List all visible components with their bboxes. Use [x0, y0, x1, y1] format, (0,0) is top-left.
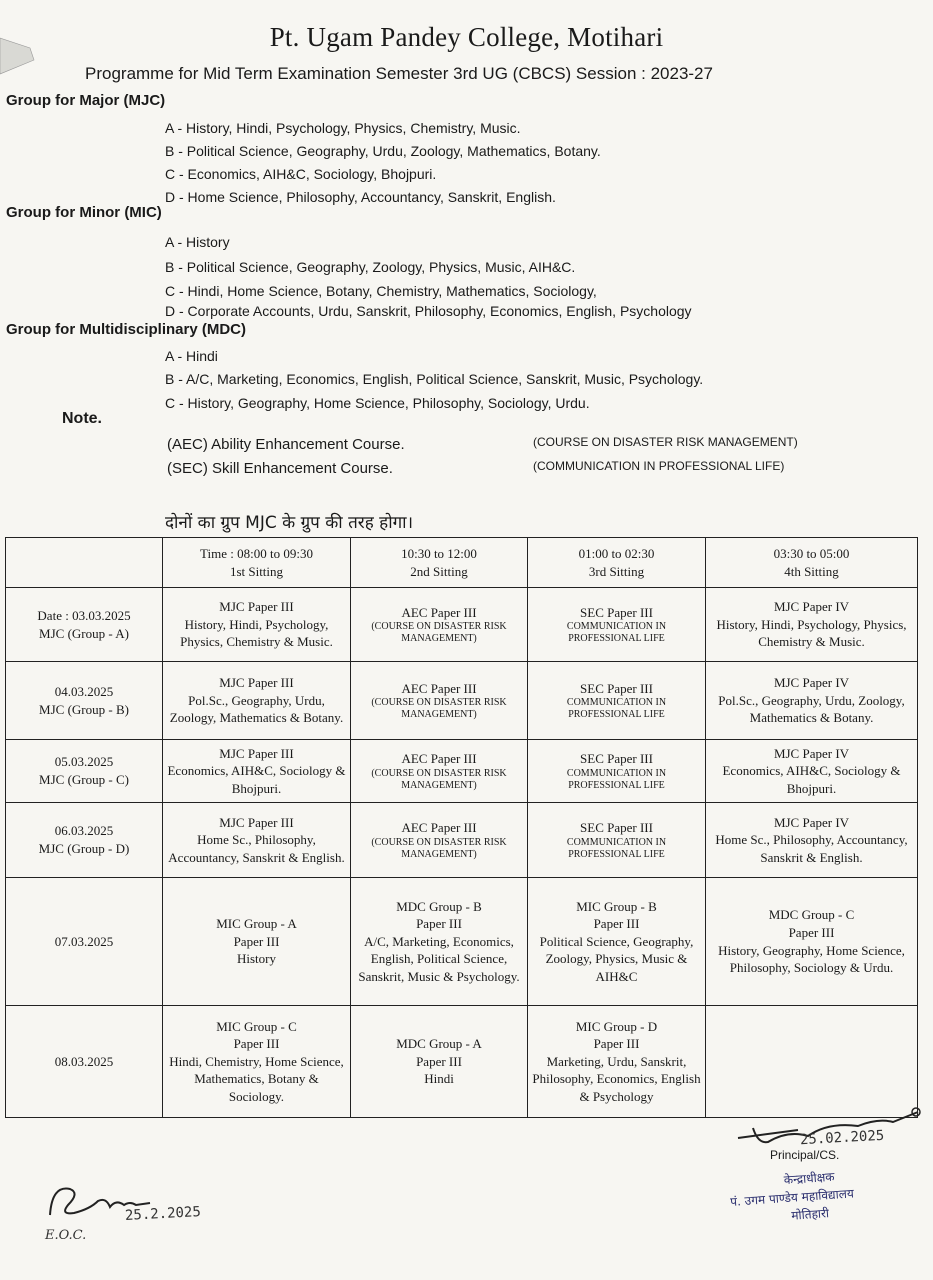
paper-title: MJC Paper III	[219, 745, 294, 761]
paper-title: MJC Paper IV	[773, 599, 850, 615]
paper-subjects: A/C, Marketing, Economics, English, Political Science, Sanskrit, Music & Psychology.	[358, 933, 520, 984]
stamp-line: केन्द्राधीक्षक	[783, 1169, 835, 1188]
date-cell	[6, 803, 163, 878]
header-sitting-4	[706, 538, 918, 588]
sitting-1-cell	[163, 662, 351, 740]
paper-subjects: Economics, AIH&C, Sociology & Bhojpuri.	[167, 763, 346, 796]
header-time: 10:30 to 12:00	[401, 545, 477, 561]
paper-title: MJC Paper III	[219, 599, 294, 615]
date-cell	[6, 662, 163, 740]
sitting-2-cell	[351, 878, 528, 1006]
sitting-1-cell	[163, 878, 351, 1006]
hindi-note: दोनों का ग्रुप MJC के ग्रुप की तरह होगा।	[165, 513, 414, 533]
header-sitting: 4th Sitting	[784, 563, 839, 579]
paper-title: AEC Paper III	[401, 604, 477, 620]
paper-title: SEC Paper III	[580, 820, 653, 836]
paper-subjects: Pol.Sc., Geography, Urdu, Zoology, Mathematics & Botany.	[169, 692, 344, 726]
header-sitting: 1st Sitting	[229, 563, 284, 579]
paper-subjects: (COURSE ON DISASTER RISK MANAGEMENT)	[371, 697, 507, 721]
minor-group-d: D - Corporate Accounts, Urdu, Sanskrit, Philosophy, Economics, English, Psychology	[165, 303, 692, 319]
minor-group-b: B - Political Science, Geography, Zoology, Physics, Music, AIH&C.	[165, 259, 576, 275]
paper-subjects: History, Hindi, Psychology, Physics, Chemistry & Music.	[716, 616, 907, 650]
date-cell	[6, 1006, 163, 1118]
sitting-4-cell	[706, 878, 918, 1006]
table-row	[6, 740, 918, 803]
paper-title: MJC Paper III	[219, 675, 294, 691]
header-time: 01:00 to 02:30	[578, 545, 655, 561]
header-sitting: 2nd Sitting	[410, 563, 468, 579]
paper-title: MJC Paper IV	[773, 814, 850, 830]
paper-subjects: (COURSE ON DISASTER RISK MANAGEMENT)	[371, 836, 507, 860]
header-sitting-2	[351, 538, 528, 588]
principal-sign-date: 25.02.2025	[799, 1127, 885, 1149]
paper-title: MIC Group - D	[575, 1018, 658, 1034]
paper-title: SEC Paper III	[580, 680, 653, 696]
minor-group-c: C - Hindi, Home Science, Botany, Chemistry, Mathematics, Sociology,	[165, 283, 597, 299]
paper-subjects: COMMUNICATION IN PROFESSIONAL LIFE	[566, 621, 667, 645]
paper-title: AEC Paper III	[401, 680, 477, 696]
major-group-heading: Group for Major (MJC)	[6, 92, 166, 109]
sitting-3-cell	[528, 662, 706, 740]
paper-subjects: Pol.Sc., Geography, Urdu, Zoology, Mathematics & Botany.	[718, 692, 905, 726]
paper-number: Paper III	[788, 924, 835, 940]
date-cell	[6, 740, 163, 803]
major-group-a: A - History, Hindi, Psychology, Physics, Chemistry, Music.	[165, 120, 521, 136]
eoc-label: E.O.C.	[45, 1228, 87, 1243]
mdc-group-b: B - A/C, Marketing, Economics, English, Political Science, Sanskrit, Music, Psychology.	[165, 371, 704, 387]
minor-group-a: A - History	[165, 234, 230, 250]
paper-subjects: Hindi, Chemistry, Home Science, Mathematics, Botany & Sociology.	[169, 1053, 344, 1104]
row-date: Date : 03.03.2025	[37, 607, 131, 623]
header-sitting-3	[528, 538, 706, 588]
sitting-2-cell	[351, 588, 528, 662]
mdc-group-a: A - Hindi	[165, 348, 218, 364]
note-sec: (SEC) Skill Enhancement Course.	[167, 460, 393, 477]
table-row	[6, 878, 918, 1006]
stamp-line: पं. उगम पाण्डेय महाविद्यालय	[729, 1186, 855, 1209]
paper-title: SEC Paper III	[580, 751, 653, 767]
eoc-sign-date: 25.2.2025	[124, 1204, 202, 1224]
paper-subjects: Political Science, Geography, Zoology, Physics, Music & AIH&C	[539, 933, 694, 984]
sitting-1-cell	[163, 588, 351, 662]
paper-number: Paper III	[416, 1053, 462, 1069]
paper-subjects: History	[237, 951, 276, 967]
major-group-c: C - Economics, AIH&C, Sociology, Bhojpuri.	[165, 166, 437, 182]
date-cell	[6, 878, 163, 1006]
row-date: 06.03.2025	[54, 823, 114, 839]
paper-subjects: COMMUNICATION IN PROFESSIONAL LIFE	[566, 697, 667, 721]
paper-title: MJC Paper III	[219, 814, 294, 830]
major-group-d: D - Home Science, Philosophy, Accountancy, Sanskrit, English.	[165, 189, 556, 205]
header-time: Time : 08:00 to 09:30	[200, 545, 313, 561]
paper-subjects: History, Hindi, Psychology, Physics, Chemistry & Music.	[180, 616, 333, 650]
principal-label: Principal/CS.	[770, 1148, 840, 1162]
exam-schedule-table	[5, 537, 918, 1118]
paper-subjects: Home Sc., Philosophy, Accountancy, Sanskrit & English.	[715, 832, 908, 865]
paper-subjects: Economics, AIH&C, Sociology & Bhojpuri.	[722, 763, 901, 796]
sitting-4-cell	[706, 740, 918, 803]
paper-title: MDC Group - B	[396, 898, 482, 914]
date-cell	[6, 588, 163, 662]
row-group: MJC (Group - B)	[39, 701, 129, 717]
table-header-row	[6, 538, 918, 588]
row-date: 08.03.2025	[54, 1053, 114, 1069]
sitting-1-cell	[163, 803, 351, 878]
table-row	[6, 588, 918, 662]
paper-title: MIC Group - B	[576, 898, 657, 914]
row-group: MJC (Group - D)	[38, 841, 130, 856]
stamp-line: मोतिहारी	[790, 1206, 830, 1223]
paper-number: Paper III	[416, 916, 462, 932]
mdc-group-heading: Group for Multidisciplinary (MDC)	[6, 321, 246, 338]
note-label: Note.	[62, 410, 102, 427]
paper-number: Paper III	[593, 1036, 640, 1052]
sitting-2-cell	[351, 1006, 528, 1118]
paper-subjects: COMMUNICATION IN PROFESSIONAL LIFE	[566, 767, 667, 791]
sitting-3-cell	[528, 1006, 706, 1118]
row-group: MJC (Group - A)	[39, 625, 129, 641]
paper-subjects: COMMUNICATION IN PROFESSIONAL LIFE	[566, 836, 667, 860]
sitting-4-cell	[706, 662, 918, 740]
sitting-3-cell	[528, 588, 706, 662]
paper-title: SEC Paper III	[580, 604, 653, 620]
paper-title: MDC Group - A	[396, 1036, 482, 1052]
paper-subjects: Hindi	[424, 1071, 454, 1087]
paper-subjects: History, Geography, Home Science, Philosophy, Sociology & Urdu.	[718, 942, 905, 976]
paper-title: MDC Group - C	[768, 907, 855, 923]
sitting-2-cell	[351, 662, 528, 740]
table-row	[6, 803, 918, 878]
paper-title: MJC Paper IV	[773, 675, 850, 691]
paper-title: MIC Group - A	[216, 916, 297, 932]
paper-subjects: Marketing, Urdu, Sanskrit, Philosophy, Economics, English & Psychology	[532, 1053, 701, 1104]
paper-title: MJC Paper IV	[773, 745, 850, 761]
sitting-4-cell	[706, 803, 918, 878]
table-row	[6, 662, 918, 740]
minor-group-heading: Group for Minor (MIC)	[6, 204, 162, 221]
college-title: Pt. Ugam Pandey College, Motihari	[269, 22, 664, 52]
paper-number: Paper III	[593, 916, 640, 932]
row-date: 07.03.2025	[54, 933, 114, 949]
paper-title: AEC Paper III	[401, 820, 477, 836]
header-sitting: 3rd Sitting	[588, 563, 645, 579]
sitting-3-cell	[528, 878, 706, 1006]
header-time: 03:30 to 05:00	[773, 545, 850, 561]
note-sec-desc: (COMMUNICATION IN PROFESSIONAL LIFE)	[533, 459, 785, 473]
sitting-1-cell	[163, 1006, 351, 1118]
sitting-3-cell	[528, 803, 706, 878]
programme-subtitle: Programme for Mid Term Examination Semester 3rd UG (CBCS) Session : 2023-27	[85, 64, 713, 83]
paper-subjects: (COURSE ON DISASTER RISK MANAGEMENT)	[371, 621, 507, 645]
note-aec: (AEC) Ability Enhancement Course.	[167, 436, 405, 453]
paper-subjects: (COURSE ON DISASTER RISK MANAGEMENT)	[371, 767, 507, 791]
sitting-4-cell	[706, 588, 918, 662]
sitting-2-cell	[351, 740, 528, 803]
paper-number: Paper III	[233, 933, 280, 949]
row-date: 05.03.2025	[54, 754, 114, 770]
paper-subjects: Home Sc., Philosophy, Accountancy, Sanskrit & English.	[168, 832, 345, 865]
note-aec-desc: (COURSE ON DISASTER RISK MANAGEMENT)	[533, 435, 798, 449]
paper-title: AEC Paper III	[401, 751, 477, 767]
sitting-2-cell	[351, 803, 528, 878]
mdc-group-c: C - History, Geography, Home Science, Philosophy, Sociology, Urdu.	[165, 395, 590, 411]
row-date: 04.03.2025	[54, 683, 114, 699]
sitting-3-cell	[528, 740, 706, 803]
major-group-b: B - Political Science, Geography, Urdu, Zoology, Mathematics, Botany.	[165, 143, 601, 159]
header-sitting-1	[163, 538, 351, 588]
paper-number: Paper III	[233, 1036, 280, 1052]
header-empty-cell	[6, 538, 163, 588]
row-group: MJC (Group - C)	[39, 772, 129, 787]
sitting-1-cell	[163, 740, 351, 803]
paper-title: MIC Group - C	[216, 1018, 297, 1034]
